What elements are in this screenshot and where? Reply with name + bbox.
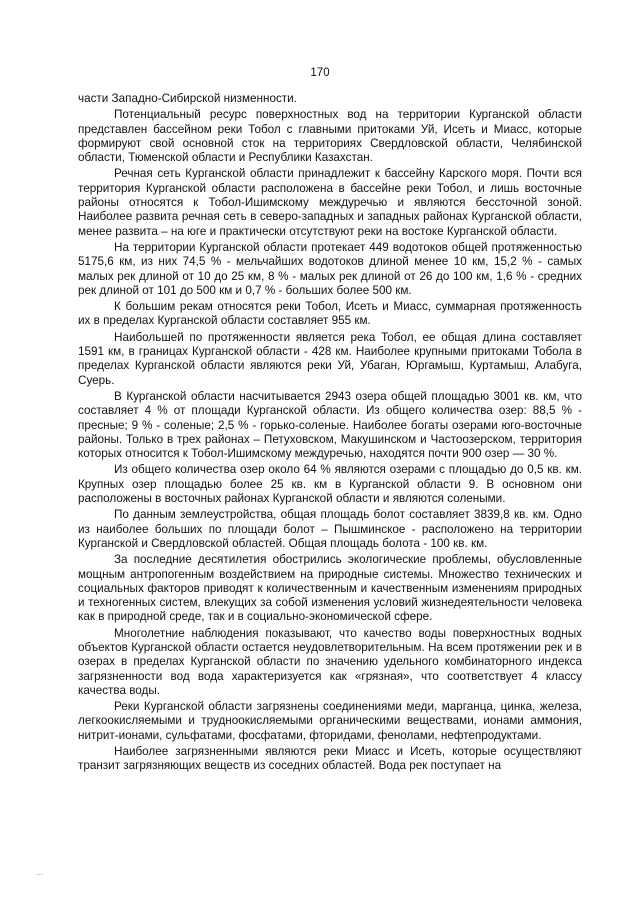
body-text [78, 92, 582, 776]
paragraph: Реки Курганской области загрязнены соединениями меди, марганца, цинка, железа, легкоокисляемыми и трудноокисляемыми органическими веществами, ионами аммония, нитрит-ионами, сульфатами, фосфатами, фторидами, фенолами, нефтепродуктами. [78, 700, 582, 742]
paragraph: По данным землеустройства, общая площадь болот составляет 3839,8 кв. км. Одно из наиболее больших по площади болот – Пышминское - расположено на территории Курганской и Свердловской областей. Общая площадь болота - 100 кв. км. [78, 508, 582, 550]
paragraph: Многолетние наблюдения показывают, что качество воды поверхностных водных объектов Курганской области остается неудовлетворительным. На всем протяжении рек и в озерах в пределах Курганской области по значению удельного комбинаторного индекса загрязненности вод вода характеризуется как «грязная», что соответствует 4 классу качества воды. [78, 626, 582, 697]
paragraph: На территории Курганской области протекает 449 водотоков общей протяженностью 5175,6 км, из них 74,5 % - мельчайших водотоков длиной менее 10 км, 15,2 % - самых малых рек длиной от 10 до 25 км, 8 % - малых рек длиной от 26 до 100 км, 1,6 % - средних рек длиной от 101 до 500 км и 0,7 % - больших более 500 км. [78, 240, 582, 297]
paragraph: Из общего количества озер около 64 % являются озерами с площадью до 0,5 кв. км. Крупных озер площадью более 25 кв. км в Курганской области 9. В основном они расположены в восточных районах Курганской области и являются солеными. [78, 463, 582, 506]
paragraph: части Западно-Сибирской низменности. [78, 92, 297, 105]
paragraph: Речная сеть Курганской области принадлежит к бассейну Карского моря. Почти вся территория Курганской области расположена в бассейне реки Тобол, и лишь восточные районы относятся к Тобол-Ишимскому междуречью и являются бессточной зоной. Наиболее развита речная сеть в северо-западных и западных районах Курганской области, менее развита – на юге и практически отсутствуют реки на востоке Курганской области. [78, 167, 582, 238]
paragraph: В Курганской области насчитывается 2943 озера общей площадью 3001 кв. км, что составляет 4 % от площади Курганской области. Из общего количества озер: 88,5 % - пресные; 9 % - соленые; 2,5 % - горько-соленые. Наиболее богаты озерами юго-восточные районы. Только в трех районах – Петуховском, Макушинском и Частоозерском, территория которых относится к Тобол-Ишимскому междуречью, находятся почти 900 озер — 30 %. [78, 389, 582, 461]
margin-mark: ... [36, 867, 44, 877]
paragraph: За последние десятилетия обострились экологические проблемы, обусловленные мощным антропогенным воздействием на природные системы. Множество технических и социальных факторов приводят к количественным и качественным изменениям природных и техногенных систем, влекущих за собой изменения условий жизнедеятельности человека как в природной среде, так и в социально-экономической сфере. [78, 553, 582, 624]
paragraph: К большим рекам относятся реки Тобол, Исеть и Миасс, суммарная протяженность их в пределах Курганской области составляет 955 км. [78, 300, 582, 328]
paragraph: Наибольшей по протяженности является река Тобол, ее общая длина составляет 1591 км, в границах Курганской области - 428 км. Наиболее крупными притоками Тобола в пределах Курганской области являются реки Уй, Убаган, Юргамыш, Куртамыш, Алабуга, Суерь. [78, 330, 582, 387]
paragraph: Наиболее загрязненными являются реки Миасс и Исеть, которые осуществляют транзит загрязняющих веществ из соседних областей. Вода рек поступает на [78, 745, 582, 773]
paragraph: Потенциальный ресурс поверхностных вод на территории Курганской области представлен бассейном реки Тобол с главными притоками Уй, Исеть и Миасс, которые формируют свой основной сток на территориях Свердловской области, Челябинской области, Тюменской области и Республики Казахстан. [78, 108, 582, 165]
page-number: 170 [310, 67, 330, 79]
